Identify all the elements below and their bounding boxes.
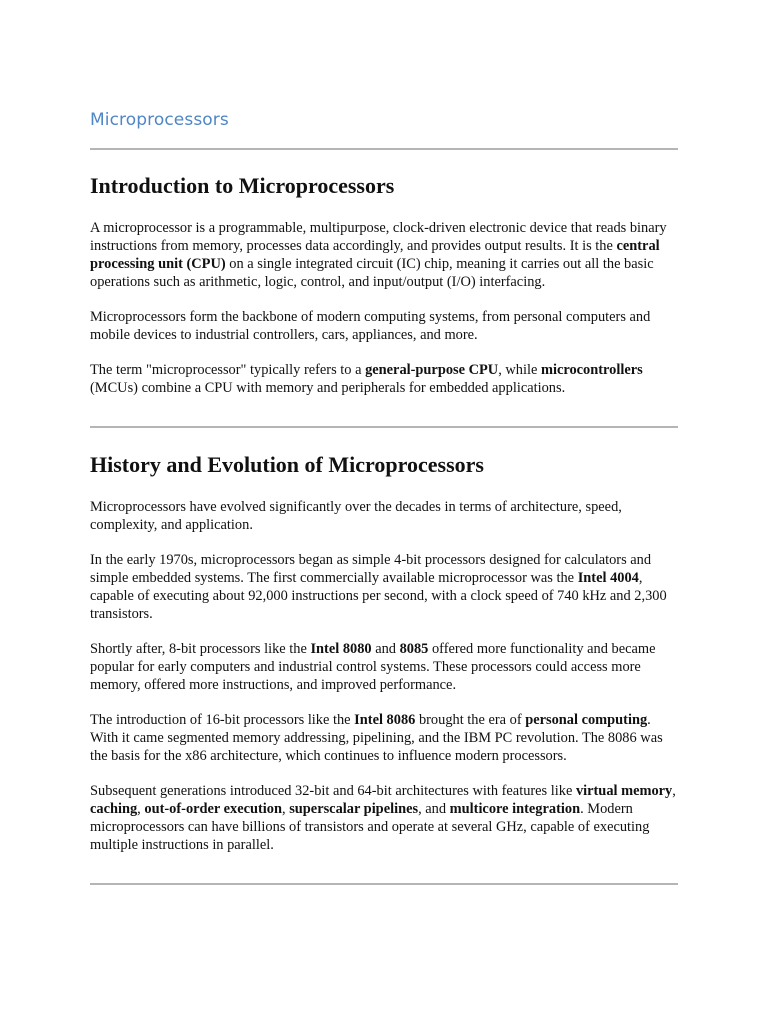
- document-title: Microprocessors: [90, 110, 229, 130]
- history-paragraph-4: The introduction of 16-bit processors like the Intel 8086 brought the era of personal computing. With it came segmented memory addressing, pipelining, and the IBM PC revolution. The 8086 was the basis for the x86 architecture, which continues to influence modern processors.: [90, 712, 663, 764]
- intro-section: [90, 173, 678, 414]
- intro-paragraph-1: A microprocessor is a programmable, multipurpose, clock-driven electronic device that reads binary instructions from memory, processes data accordingly, and provides output results. It is the central processing unit (CPU) on a single integrated circuit (IC) chip, meaning it carries out all the basic operations such as arithmetic, logic, control, and input/output (I/O) interfacing.: [90, 220, 667, 290]
- history-heading: History and Evolution of Microprocessors: [90, 452, 484, 477]
- intro-heading: Introduction to Microprocessors: [90, 173, 395, 198]
- history-section: [90, 452, 678, 871]
- history-paragraph-2: In the early 1970s, microprocessors began as simple 4-bit processors designed for calculators and simple embedded systems. The first commercially available microprocessor was the Intel 4004, capable of executing about 92,000 instructions per second, with a clock speed of 740 kHz and 2,300 transistors.: [90, 552, 667, 622]
- intro-paragraph-3: The term "microprocessor" typically refers to a general-purpose CPU, while microcontrollers (MCUs) combine a CPU with memory and peripherals for embedded applications.: [90, 362, 643, 396]
- divider: [90, 148, 678, 150]
- history-paragraph-5: Subsequent generations introduced 32-bit and 64-bit architectures with features like virtual memory, caching, out-of-order execution, superscalar pipelines, and multicore integration. Modern microprocessors can have billions of transistors and operate at several GHz, capable of executing multiple instructions in parallel.: [90, 783, 676, 853]
- divider: [90, 426, 678, 428]
- intro-paragraph-2: Microprocessors form the backbone of modern computing systems, from personal computers and mobile devices to industrial controllers, cars, appliances, and more.: [90, 309, 651, 343]
- divider: [90, 883, 678, 885]
- history-paragraph-1: Microprocessors have evolved significantly over the decades in terms of architecture, speed, complexity, and application.: [90, 499, 622, 533]
- history-paragraph-3: Shortly after, 8-bit processors like the Intel 8080 and 8085 offered more functionality and became popular for early computers and industrial control systems. These processors could access more memory, offered more instructions, and improved performance.: [90, 641, 656, 693]
